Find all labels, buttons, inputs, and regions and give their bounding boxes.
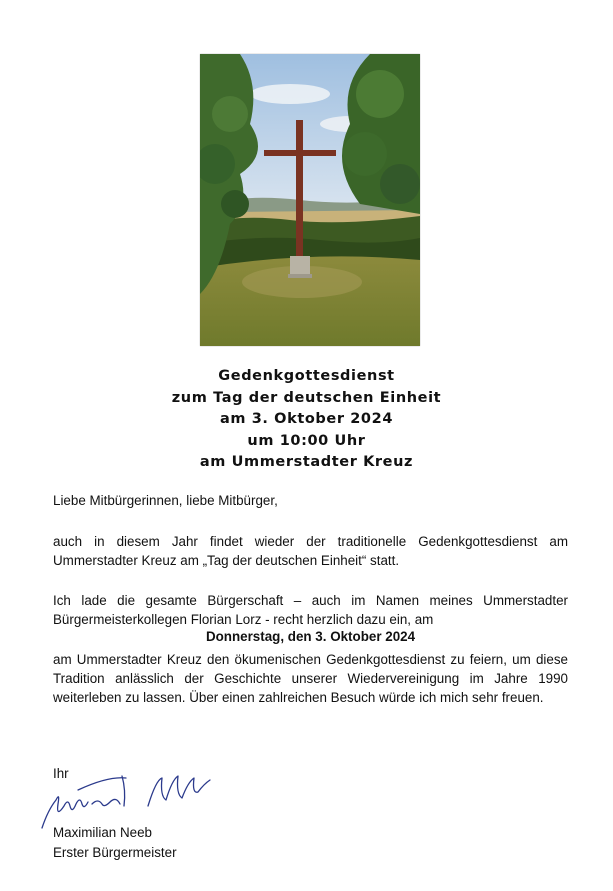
paragraph-2: Ich lade die gesamte Bürgerschaft – auch im Namen meines Ummerstadter Bürgermeisterkollegen Florian Lorz - recht herzlich dazu ein, am [53, 593, 568, 627]
signer-role: Erster Bürgermeister [53, 845, 177, 860]
title-line-1: Gedenkgottesdienst [218, 368, 395, 384]
event-title [0, 366, 613, 474]
title-line-5: am Ummerstadter Kreuz [199, 454, 414, 470]
title-line-3: am 3. Oktober 2024 [219, 411, 394, 427]
paragraph-1: auch in diesem Jahr findet wieder der traditionelle Gedenkgottesdienst am Ummerstadter Kreuz am „Tag der deutschen Einheit“ statt. [53, 534, 568, 568]
greeting: Liebe Mitbürgerinnen, liebe Mitbürger, [53, 493, 278, 508]
closing: Ihr [53, 766, 69, 781]
paragraph-3: am Ummerstadter Kreuz den ökumenischen Gedenkgottesdienst zu feiern, um diese Tradition anlässlich der Geschichte unserer Wiedervereinigung im Jahre 1990 weiterleben zu lassen. Über einen zahlreichen Besuch würde ich mich sehr freuen. [53, 652, 568, 705]
signer-name: Maximilian Neeb [53, 825, 152, 840]
date-highlight: Donnerstag, den 3. Oktober 2024 [205, 629, 416, 644]
title-line-4: um 10:00 Uhr [247, 432, 366, 449]
title-line-2: zum Tag der deutschen Einheit [171, 389, 442, 406]
cross-photo-illustration [200, 54, 420, 346]
cross-photo [200, 54, 420, 346]
